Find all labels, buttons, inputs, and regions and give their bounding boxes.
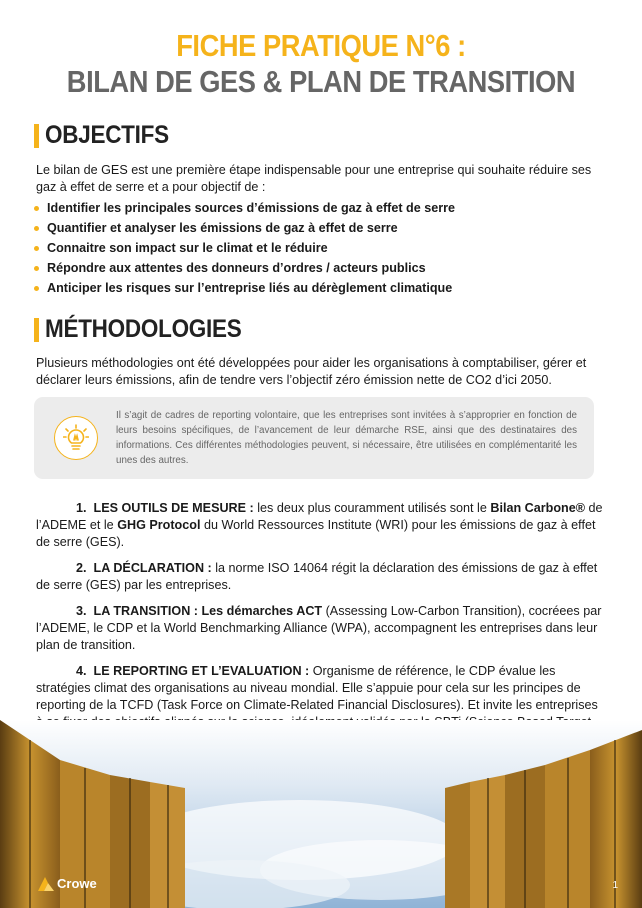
bullet-dot-icon [34, 286, 39, 291]
item-text: (Assessing Low-Carbon Transition), cocréees par l’ADEME, le CDP et la World Benchmarking Alliance (WPA), accompagnent les entreprises dans leur plan de transition. [36, 604, 602, 652]
bullet-dot-icon [34, 246, 39, 251]
methodologies-intro: Plusieurs méthodologies ont été développées pour aider les organisations à comptabiliser, gérer et déclarer leurs émissions, afin de tendre vers l’objectif zéro émission nette de CO2 d’ici 2050. [36, 356, 587, 387]
method-item-2 [36, 560, 608, 594]
section-methodologies-header [34, 315, 263, 344]
item-text: du World Ressources Institute (WRI) pour les émissions de gaz à effet de serre (GES). [36, 518, 596, 549]
item-number: 1. [76, 501, 87, 515]
item-number: 2. [76, 561, 87, 575]
item-number: 4. [76, 664, 87, 678]
section-title-methodologies: MÉTHODOLOGIES [45, 315, 242, 343]
crowe-logo-icon [38, 877, 54, 891]
info-callout-text: Il s’agit de cadres de reporting volontaire, que les entreprises sont invitées à s’approprier en fonction de leurs besoins spécifiques, de l’avancement de leur démarche RSE, ainsi que des destinataires des informations. Ces différentes méthodologies peuvent, si nécessaire, être utilisées en complémentarité les unes des autres. [116, 410, 577, 466]
list-item [34, 278, 614, 298]
bullet-text: Quantifier et analyser les émissions de gaz à effet de serre [47, 221, 398, 235]
page-title-line2: BILAN DE GES & PLAN DE TRANSITION [66, 64, 576, 99]
method-item-3 [36, 603, 608, 654]
item-number: 3. [76, 604, 87, 618]
section-objectifs-header [34, 121, 183, 150]
item-text: les deux plus couramment utilisés sont le [253, 501, 491, 515]
objectifs-bullet-list [34, 198, 614, 298]
bullet-text: Répondre aux attentes des donneurs d’ordres / acteurs publics [47, 261, 426, 275]
bullet-text: Connaitre son impact sur le climat et le réduire [47, 241, 328, 255]
section-accent-bar [34, 318, 39, 342]
crowe-logo [38, 876, 97, 891]
section-title-objectifs: OBJECTIFS [45, 121, 169, 149]
list-item [34, 258, 614, 278]
list-item [34, 198, 614, 218]
item-bold: Bilan Carbone® [490, 501, 586, 515]
item-label: LA TRANSITION : Les démarches ACT [93, 604, 323, 618]
bullet-text: Identifier les principales sources d’émissions de gaz à effet de serre [47, 201, 456, 215]
item-text: Organisme de référence, le CDP évalue les stratégies climat des organisations au niveau mondial. Elle s’appuie pour cela sur les principes de reporting de la TCFD (Task Force on Climate-Related Financial Disclosures). Et invite les entreprises [36, 664, 598, 712]
info-callout [34, 397, 594, 479]
crowe-brand-text: Crowe [57, 876, 97, 891]
item-label: LE REPORTING ET L’EVALUATION : [93, 664, 310, 678]
bullet-text: Anticiper les risques sur l’entreprise liés au dérèglement climatique [47, 281, 453, 295]
section-accent-bar [34, 124, 39, 148]
item-label: LES OUTILS DE MESURE : [93, 501, 254, 515]
item-label: LA DÉCLARATION : [93, 561, 212, 575]
bullet-dot-icon [34, 206, 39, 211]
page-title-line1: FICHE PRATIQUE N°6 : [176, 28, 466, 63]
bullet-dot-icon [34, 266, 39, 271]
page-number: 1 [612, 880, 618, 891]
list-item [34, 238, 614, 258]
item-text: la norme ISO 14064 régit la déclaration des émissions de gaz à effet de serre (GES) par les entreprises. [36, 561, 598, 592]
lightbulb-icon [54, 416, 98, 460]
bullet-dot-icon [34, 226, 39, 231]
item-text: de l’ADEME et le [36, 501, 603, 532]
method-item-1 [36, 500, 608, 551]
list-item [34, 218, 614, 238]
objectifs-intro: Le bilan de GES est une première étape indispensable pour une entreprise qui souhaite réduire ses gaz à effet de serre et a pour objectif de : [36, 163, 592, 194]
item-bold: GHG Protocol [117, 518, 201, 532]
